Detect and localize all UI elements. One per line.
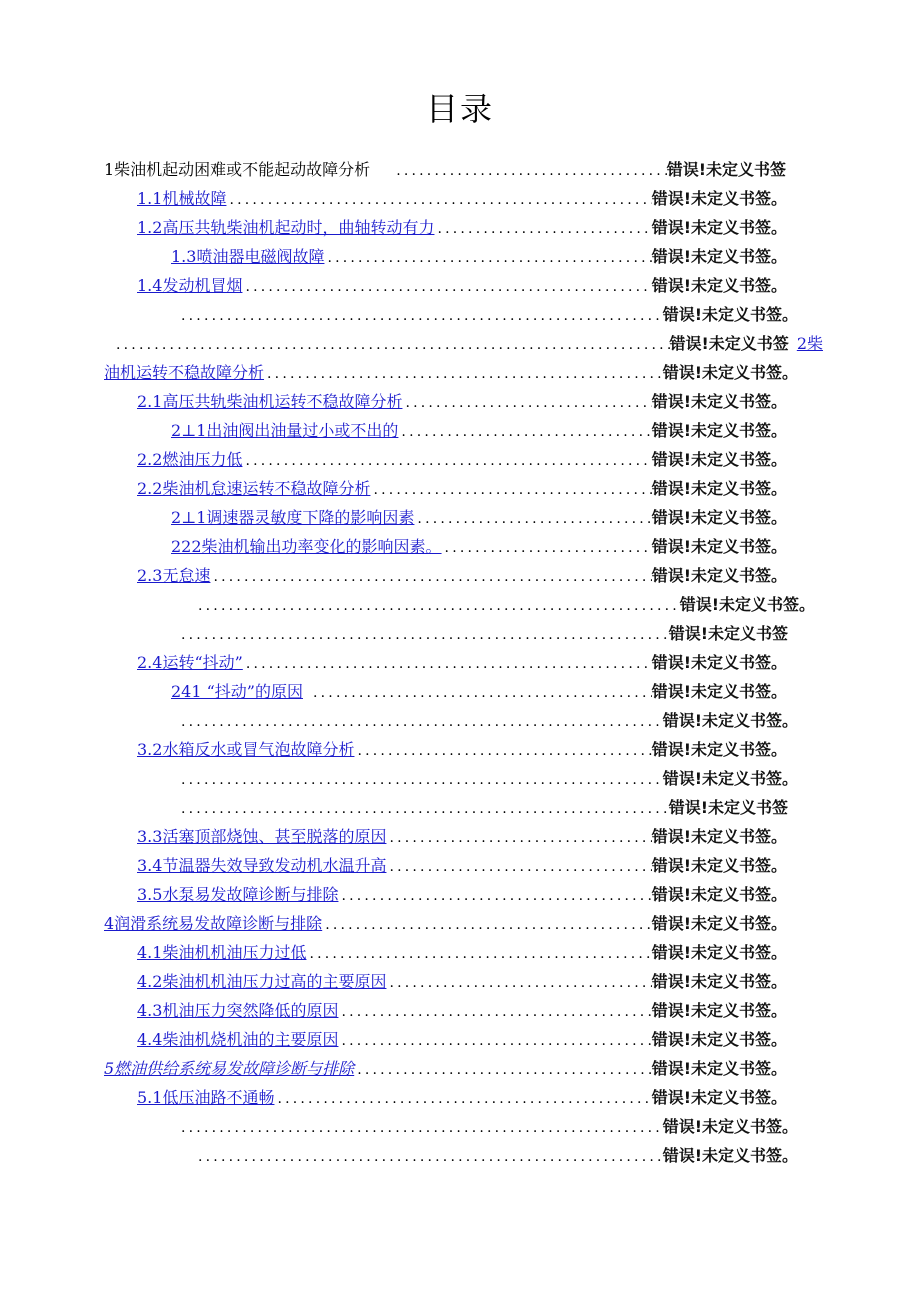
toc-entry[interactable] [178, 706, 798, 735]
leader-dots [243, 650, 652, 677]
leader-dots [178, 621, 669, 648]
toc-entry[interactable] [137, 648, 787, 677]
leader-dots [338, 998, 651, 1025]
toc-entry-link[interactable]: 241 “抖动”的原因 [171, 682, 303, 701]
toc-entry[interactable] [137, 1025, 787, 1054]
leader-dots [178, 708, 663, 735]
toc-entry-link[interactable]: 1.3喷油器电磁阀故障 [171, 247, 325, 266]
error-label: 错误!未定义书签。 [651, 682, 787, 701]
leader-dots [414, 505, 651, 532]
toc-entry-link[interactable]: 2.2燃油压力低 [137, 450, 243, 469]
toc-entry[interactable] [137, 561, 787, 590]
error-label: 错误!未定义书签。 [651, 1059, 787, 1078]
leader-dots [264, 360, 663, 387]
toc-entry[interactable] [195, 1141, 798, 1170]
error-label: 错误!未定义书签。 [651, 856, 787, 875]
toc-entry-label: 1柴油机起动困难或不能起动故障分析 [104, 160, 371, 179]
leader-dots [370, 476, 651, 503]
toc-entry-link[interactable]: 4.3机油压力突然降低的原因 [137, 1001, 339, 1020]
toc-entry[interactable] [104, 358, 798, 387]
leader-dots [178, 302, 663, 329]
toc-entry[interactable] [171, 503, 787, 532]
error-label: 错误!未定义书签。 [651, 392, 787, 411]
toc-entry-link[interactable]: 2.2柴油机怠速运转不稳故障分析 [137, 479, 371, 498]
toc-entry[interactable] [178, 764, 798, 793]
leader-dots [434, 215, 651, 242]
error-label: 错误!未定义书签。 [662, 305, 798, 324]
toc-entry[interactable] [137, 996, 787, 1025]
toc-entry[interactable] [171, 416, 787, 445]
leader-dots [398, 418, 651, 445]
toc-entry-link[interactable]: 3.5水泵易发故障诊断与排除 [137, 885, 339, 904]
leader-dots [178, 766, 663, 793]
error-label: 错误!未定义书签。 [651, 943, 787, 962]
toc-entry[interactable] [137, 967, 787, 996]
toc-entry[interactable] [171, 532, 787, 561]
error-label: 错误!未定义书签 [668, 624, 788, 643]
toc-entry[interactable] [104, 909, 787, 938]
leader-dots [354, 737, 651, 764]
toc-entry[interactable] [113, 329, 823, 358]
leader-dots [386, 853, 651, 880]
toc-entry-link[interactable]: 3.4节温器失效导致发动机水温升高 [137, 856, 387, 875]
leader-dots [386, 824, 651, 851]
error-label: 错误!未定义书签。 [651, 479, 787, 498]
leader-dots [386, 969, 651, 996]
error-label: 错误!未定义书签。 [651, 914, 787, 933]
error-label: 错误!未定义书签 [666, 160, 786, 179]
error-label: 错误!未定义书签。 [651, 972, 787, 991]
leader-dots [195, 1143, 663, 1170]
toc-entry-link[interactable]: 2.3无怠速 [137, 566, 211, 585]
toc-entry[interactable] [137, 213, 787, 242]
toc-entry-link[interactable]: 4.2柴油机机油压力过高的主要原因 [137, 972, 387, 991]
toc-entry-link[interactable]: 2.4运转“抖动” [137, 653, 243, 672]
leader-dots [274, 1085, 651, 1112]
toc-entry[interactable] [104, 1054, 787, 1083]
leader-dots [306, 940, 651, 967]
leader-dots [303, 679, 652, 706]
error-label: 错误!未定义书签。 [651, 566, 787, 585]
toc-entry-link[interactable]: 222柴油机输出功率变化的影响因素。 [171, 537, 442, 556]
leader-dots [113, 331, 670, 358]
leader-dots [242, 273, 651, 300]
toc-entry[interactable] [178, 793, 788, 822]
toc-entry[interactable] [137, 822, 787, 851]
error-label: 错误!未定义书签。 [651, 740, 787, 759]
error-label: 错误!未定义书签。 [662, 363, 798, 382]
toc-entry[interactable] [178, 300, 798, 329]
toc-entry-link[interactable]: 3.2水箱反水或冒气泡故障分析 [137, 740, 355, 759]
error-label: 错误!未定义书签 [668, 798, 788, 817]
leader-dots [178, 1114, 663, 1141]
toc-entry[interactable] [171, 677, 787, 706]
error-label: 错误!未定义书签。 [651, 247, 787, 266]
toc-entry-link[interactable]: 3.3活塞顶部烧蚀、甚至脱落的原因 [137, 827, 387, 846]
leader-dots [370, 157, 667, 184]
toc-entry-link[interactable]: 2⊥1出油阀出油量过小或不出的 [171, 421, 399, 440]
toc-entry[interactable] [137, 271, 787, 300]
toc-entry-link[interactable]: 1.2高压共轨柴油机起动时，曲轴转动有力 [137, 218, 435, 237]
error-label: 错误!未定义书签。 [651, 537, 787, 556]
leader-dots [442, 534, 652, 561]
toc-entry-link[interactable]: 5.1低压油路不通畅 [137, 1088, 275, 1107]
toc-entry-link[interactable]: 油机运转不稳故障分析 [104, 363, 265, 382]
error-label: 错误!未定义书签。 [651, 276, 787, 295]
error-label: 错误!未定义书签。 [651, 450, 787, 469]
error-label: 错误!未定义书签。 [651, 421, 787, 440]
leader-dots [178, 795, 669, 822]
toc-entry[interactable] [137, 938, 787, 967]
error-label: 错误!未定义书签。 [651, 653, 787, 672]
error-label: 错误!未定义书签 [669, 334, 789, 353]
error-label: 错误!未定义书签。 [651, 1030, 787, 1049]
toc-entry[interactable] [178, 1112, 798, 1141]
toc-entry-link[interactable]: 4.4柴油机烧机油的主要原因 [137, 1030, 339, 1049]
error-label: 错误!未定义书签。 [651, 218, 787, 237]
error-label: 错误!未定义书签。 [651, 827, 787, 846]
toc-entry[interactable] [178, 619, 788, 648]
leader-dots [338, 882, 651, 909]
toc-entry-link[interactable]: 1.1机械故障 [137, 189, 227, 208]
toc-entry[interactable] [137, 880, 787, 909]
toc-entry[interactable] [137, 1083, 787, 1112]
error-label: 错误!未定义书签。 [679, 595, 815, 614]
page-title: 目录 [425, 90, 494, 128]
leader-dots [322, 911, 652, 938]
toc-entry[interactable] [137, 445, 787, 474]
leader-dots [324, 244, 651, 271]
toc-entry[interactable] [171, 242, 787, 271]
leader-dots [242, 447, 651, 474]
toc-entry[interactable] [104, 155, 786, 184]
leader-dots [226, 186, 651, 213]
error-label: 错误!未定义书签。 [651, 885, 787, 904]
error-label: 错误!未定义书签。 [662, 711, 798, 730]
error-label: 错误!未定义书签。 [651, 189, 787, 208]
leader-dots [195, 592, 680, 619]
toc-entry[interactable] [195, 590, 815, 619]
error-label: 错误!未定义书签。 [651, 1001, 787, 1020]
error-label: 错误!未定义书签。 [662, 1117, 798, 1136]
toc-entry[interactable] [137, 387, 787, 416]
toc-entry[interactable] [137, 851, 787, 880]
toc-entry-link[interactable]: 2柴 [796, 334, 823, 353]
leader-dots [354, 1056, 652, 1083]
error-label: 错误!未定义书签。 [662, 1146, 798, 1165]
leader-dots [338, 1027, 651, 1054]
toc-entry[interactable] [137, 184, 787, 213]
toc-entry-link[interactable]: 4.1柴油机机油压力过低 [137, 943, 307, 962]
leader-dots [402, 389, 651, 416]
toc-entry[interactable] [137, 474, 787, 503]
toc-entry-link[interactable]: 2⊥1调速器灵敏度下降的影响因素 [171, 508, 415, 527]
toc-entry-link[interactable]: 4润滑系统易发故障诊断与排除 [104, 914, 323, 933]
error-label: 错误!未定义书签。 [662, 769, 798, 788]
toc-entry[interactable] [137, 735, 787, 764]
error-label: 错误!未定义书签。 [651, 508, 787, 527]
toc-entry-link[interactable]: 1.4发动机冒烟 [137, 276, 243, 295]
toc-entry-link[interactable]: 5燃油供给系统易发故障诊断与排除 [104, 1059, 355, 1078]
error-label: 错误!未定义书签。 [651, 1088, 787, 1107]
leader-dots [210, 563, 651, 590]
toc-entry-link[interactable]: 2.1高压共轨柴油机运转不稳故障分析 [137, 392, 403, 411]
